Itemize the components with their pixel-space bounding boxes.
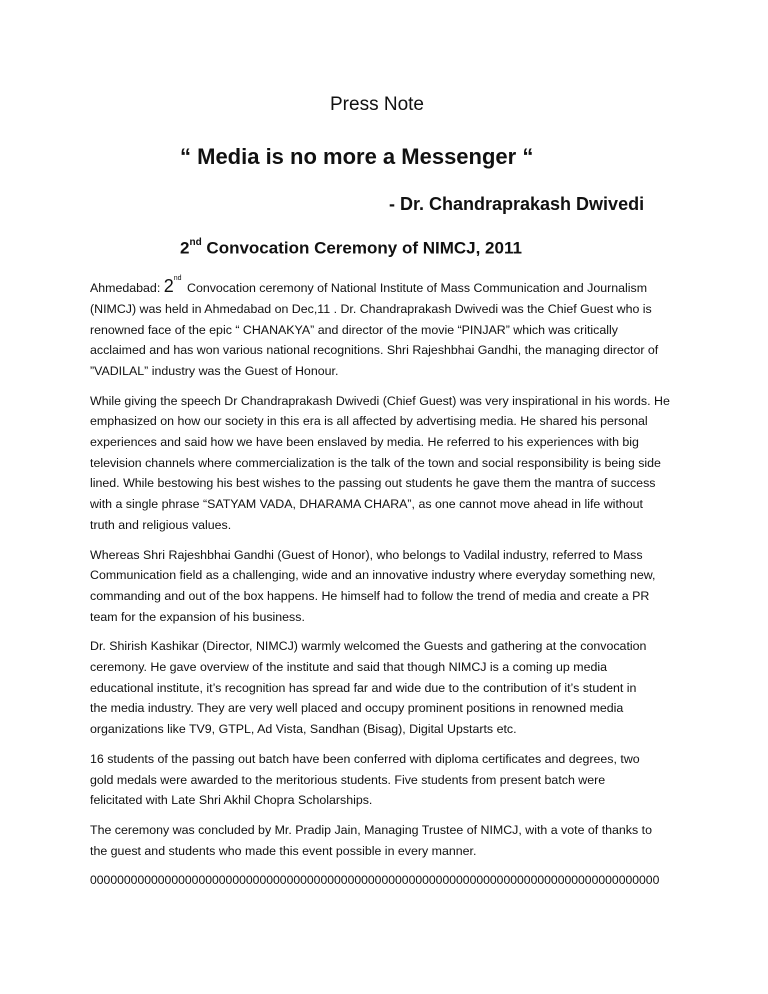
closing-zero-line: 000000000000000000000000000000000000000000000000000000000000000000000000000000000000 xyxy=(90,873,660,888)
paragraph-1-suffix: nd xyxy=(173,275,182,282)
paragraph-1-number: 2 xyxy=(163,276,174,297)
paragraph-2-line: television channels where commercialization is the talk of the town and social responsibility is being side xyxy=(90,455,661,470)
paragraph-2 xyxy=(90,391,680,536)
document-title: Press Note xyxy=(330,94,424,115)
subheading-suffix: nd xyxy=(189,237,202,248)
paragraph-5 xyxy=(90,749,680,811)
paragraph-2-line: with a single phrase “SATYAM VADA, DHARAMA CHARA”, as one cannot move ahead in life without xyxy=(90,497,643,512)
paragraph-4 xyxy=(90,636,680,740)
paragraph-3-line: team for the expansion of his business. xyxy=(90,609,305,624)
paragraph-3 xyxy=(90,545,680,628)
paragraph-1-line-1-rest: Convocation ceremony of National Institute of Mass Communication and Journalism xyxy=(183,281,648,296)
paragraph-2-line: lined. While bestowing his best wishes to the passing out students he gave them the mantra of success xyxy=(90,476,656,491)
paragraph-2-line: experiences and said how we have been enslaved by media. He referred to his experiences with big xyxy=(90,435,639,450)
paragraph-1-line-1 xyxy=(90,276,680,299)
paragraph-3-line: Communication field as a challenging, wide and an innovative industry where everyday something new, xyxy=(90,568,656,583)
paragraph-5-line: felicitated with Late Shri Akhil Chopra Scholarships. xyxy=(90,793,373,808)
document-byline: - Dr. Chandraprakash Dwivedi xyxy=(389,194,645,214)
paragraph-5-line: gold medals were awarded to the meritorious students. Five students from present batch were xyxy=(90,772,606,787)
paragraph-4-line: the media industry. They are very well placed and occupy prominent positions in renowned media xyxy=(90,701,624,716)
paragraph-4-line: Dr. Shirish Kashikar (Director, NIMCJ) warmly welcomed the Guests and gathering at the convocation xyxy=(90,639,647,654)
paragraph-1-line: ”VADILAL” industry was the Guest of Honour. xyxy=(90,363,339,378)
paragraph-1-line: (NIMCJ) was held in Ahmedabad on Dec,11 . Dr. Chandraprakash Dwivedi was the Chief Guest who is xyxy=(90,301,652,316)
paragraph-1 xyxy=(90,276,680,382)
paragraph-3-line: commanding and out of the box happens. He himself had to follow the trend of media and create a PR xyxy=(90,588,650,603)
place-label: Ahmedabad: xyxy=(90,281,161,296)
paragraph-5-line: 16 students of the passing out batch have been conferred with diploma certificates and degrees, two xyxy=(90,751,640,766)
paragraph-3-line: Whereas Shri Rajeshbhai Gandhi (Guest of Honor), who belongs to Vadilal industry, referred to Mass xyxy=(90,547,643,562)
paragraph-4-line: ceremony. He gave overview of the institute and said that though NIMCJ is a coming up media xyxy=(90,660,607,675)
paragraph-6-line: The ceremony was concluded by Mr. Pradip Jain, Managing Trustee of NIMCJ, with a vote of thanks to xyxy=(90,823,652,837)
paragraph-1-line: acclaimed and has won various national recognitions. Shri Rajeshbhai Gandhi, the managing director of xyxy=(90,343,659,358)
subheading-text: Convocation Ceremony of NIMCJ, 2011 xyxy=(201,238,522,258)
document-headline: “ Media is no more a Messenger “ xyxy=(180,144,534,169)
document-subheading xyxy=(180,234,522,260)
subheading-number: 2 xyxy=(180,238,190,258)
press-note-body xyxy=(90,276,680,890)
paragraph-1-line: renowned face of the epic “ CHANAKYA” and director of the movie “PINJAR” which was critically xyxy=(90,322,618,337)
paragraph-2-line: truth and religious values. xyxy=(90,517,232,532)
paragraph-2-line: While giving the speech Dr Chandraprakash Dwivedi (Chief Guest) was very inspirational in his words. He xyxy=(90,393,670,408)
paragraph-6-line: the guest and students who made this event possible in every manner. xyxy=(90,843,477,858)
paragraph-4-line: organizations like TV9, GTPL, Ad Vista, Sandhan (Bisag), Digital Upstarts etc. xyxy=(90,722,517,737)
paragraph-2-line: emphasized on how our society in this era is all affected by advertising media. He shared his personal xyxy=(90,414,648,429)
paragraph-6 xyxy=(90,820,680,861)
paragraph-4-line: educational institute, it’s recognition has spread far and wide due to the contribution of it’s student in xyxy=(90,680,637,695)
